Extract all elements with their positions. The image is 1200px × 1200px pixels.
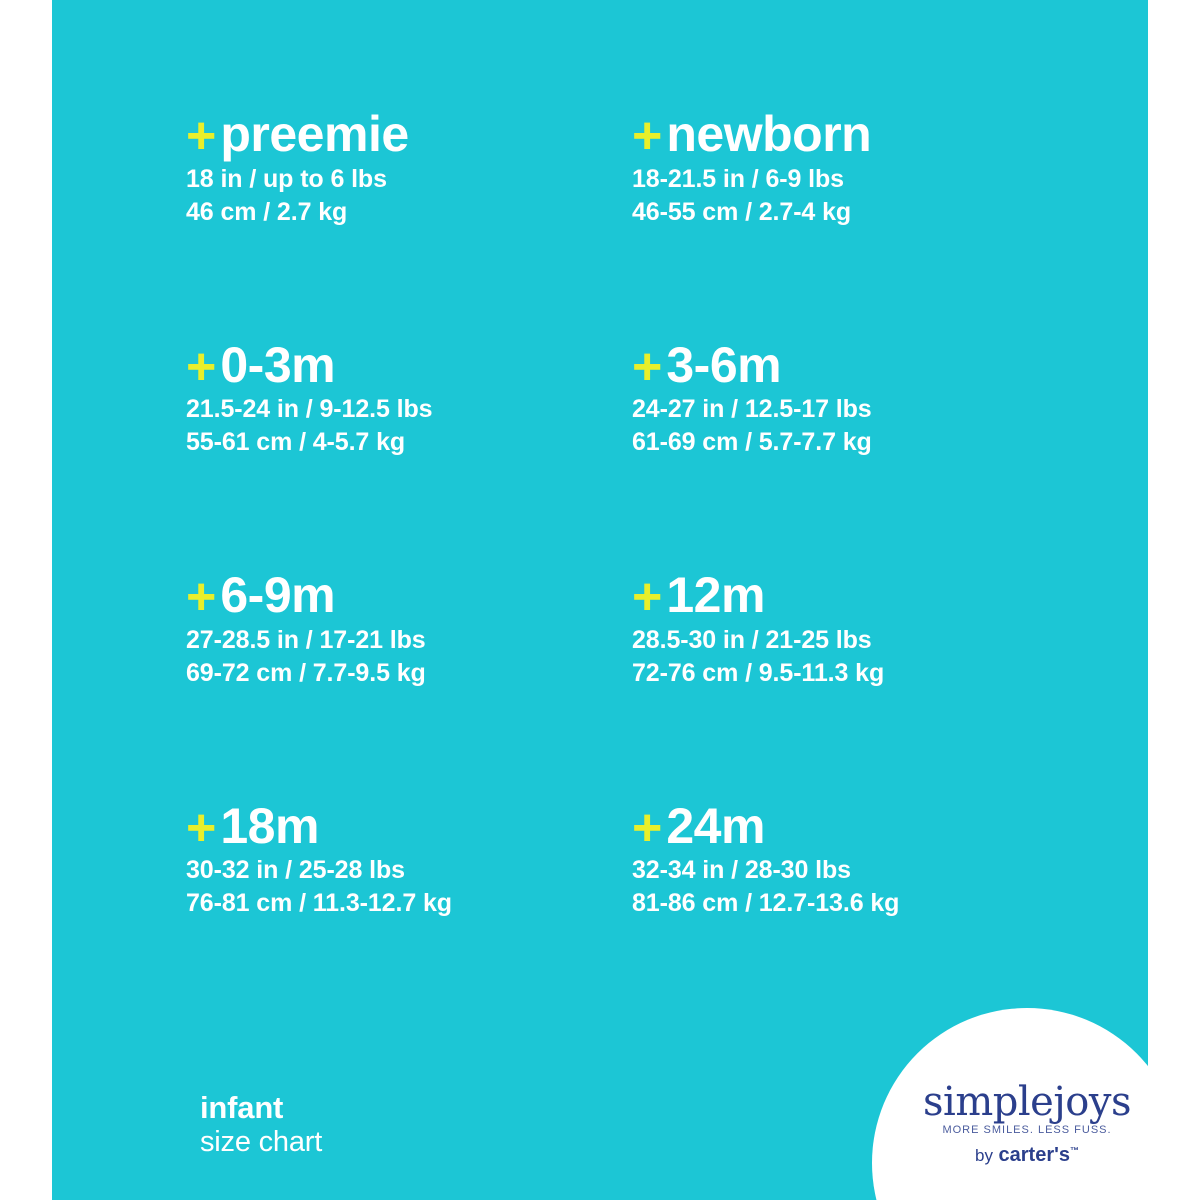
size-imperial: 30-32 in / 25-28 lbs: [186, 856, 405, 884]
brand-logo-wordmark: [872, 1079, 1148, 1125]
size-metric: 76-81 cm / 11.3-12.7 kg: [186, 889, 452, 917]
size-cell-newborn: [600, 108, 1148, 339]
footer-title-main: infant: [200, 1089, 284, 1125]
brand-logo-carters: carter's: [998, 1144, 1070, 1166]
size-heading: [632, 797, 1148, 857]
plus-icon: +: [186, 337, 217, 396]
size-metric: 46-55 cm / 2.7-4 kg: [632, 197, 852, 226]
size-name: 3-6m: [666, 336, 782, 393]
plus-icon: +: [632, 337, 663, 396]
size-cell-0-3m: [52, 336, 600, 570]
size-cell-preemie: [52, 108, 600, 339]
brand-logo-joys: joys: [1053, 1079, 1131, 1125]
size-metric: 55-61 cm / 4-5.7 kg: [186, 428, 406, 456]
size-heading: [632, 567, 1148, 626]
size-heading: [632, 336, 1148, 396]
brand-logo-by: by: [974, 1146, 993, 1165]
size-name: 24m: [666, 797, 765, 854]
plus-icon: +: [186, 107, 217, 165]
size-heading: [186, 567, 600, 626]
size-imperial: 28.5-30 in / 21-25 lbs: [632, 625, 872, 654]
plus-icon: +: [632, 798, 663, 857]
size-name: 0-3m: [220, 336, 336, 393]
brand-logo-tagline: MORE SMILES. LESS FUSS.: [942, 1124, 1112, 1136]
size-metric: 72-76 cm / 9.5-11.3 kg: [632, 658, 885, 687]
plus-icon: +: [186, 568, 217, 626]
size-imperial: 24-27 in / 12.5-17 lbs: [632, 395, 872, 423]
size-name: 6-9m: [220, 567, 336, 623]
size-heading: [186, 797, 600, 857]
brand-logo-inner: [872, 1079, 1148, 1167]
size-grid: [52, 0, 1148, 1030]
size-name: newborn: [666, 106, 872, 162]
size-imperial: 21.5-24 in / 9-12.5 lbs: [186, 395, 433, 423]
size-imperial: 27-28.5 in / 17-21 lbs: [186, 625, 426, 654]
size-heading: [186, 106, 600, 165]
size-name: 12m: [666, 567, 765, 623]
brand-logo: [872, 1008, 1148, 1200]
footer-title-sub: size chart: [200, 1125, 323, 1158]
size-name: 18m: [220, 797, 319, 854]
size-heading: [186, 336, 600, 396]
size-cell-6-9m: [52, 569, 600, 800]
size-cell-12m: [600, 569, 1148, 800]
size-metric: 61-69 cm / 5.7-7.7 kg: [632, 428, 872, 456]
plus-icon: +: [632, 568, 663, 626]
size-cell-3-6m: [600, 336, 1148, 570]
plus-icon: +: [186, 798, 217, 857]
size-metric: 46 cm / 2.7 kg: [186, 197, 348, 226]
size-imperial: 32-34 in / 28-30 lbs: [632, 856, 851, 884]
brand-logo-simple: simple: [923, 1079, 1054, 1125]
trademark-icon: ™: [1070, 1145, 1079, 1156]
brand-logo-by-line: [872, 1144, 1148, 1167]
size-imperial: 18-21.5 in / 6-9 lbs: [632, 164, 844, 193]
plus-icon: +: [632, 107, 663, 165]
size-chart-panel: [52, 0, 1148, 1200]
size-cell-18m: [52, 797, 600, 1031]
size-imperial: 18 in / up to 6 lbs: [186, 164, 387, 193]
footer-title: [200, 1091, 322, 1158]
size-metric: 69-72 cm / 7.7-9.5 kg: [186, 658, 426, 687]
size-metric: 81-86 cm / 12.7-13.6 kg: [632, 889, 900, 917]
size-name: preemie: [220, 106, 409, 162]
size-cell-24m: [600, 797, 1148, 1031]
size-heading: [632, 106, 1148, 165]
